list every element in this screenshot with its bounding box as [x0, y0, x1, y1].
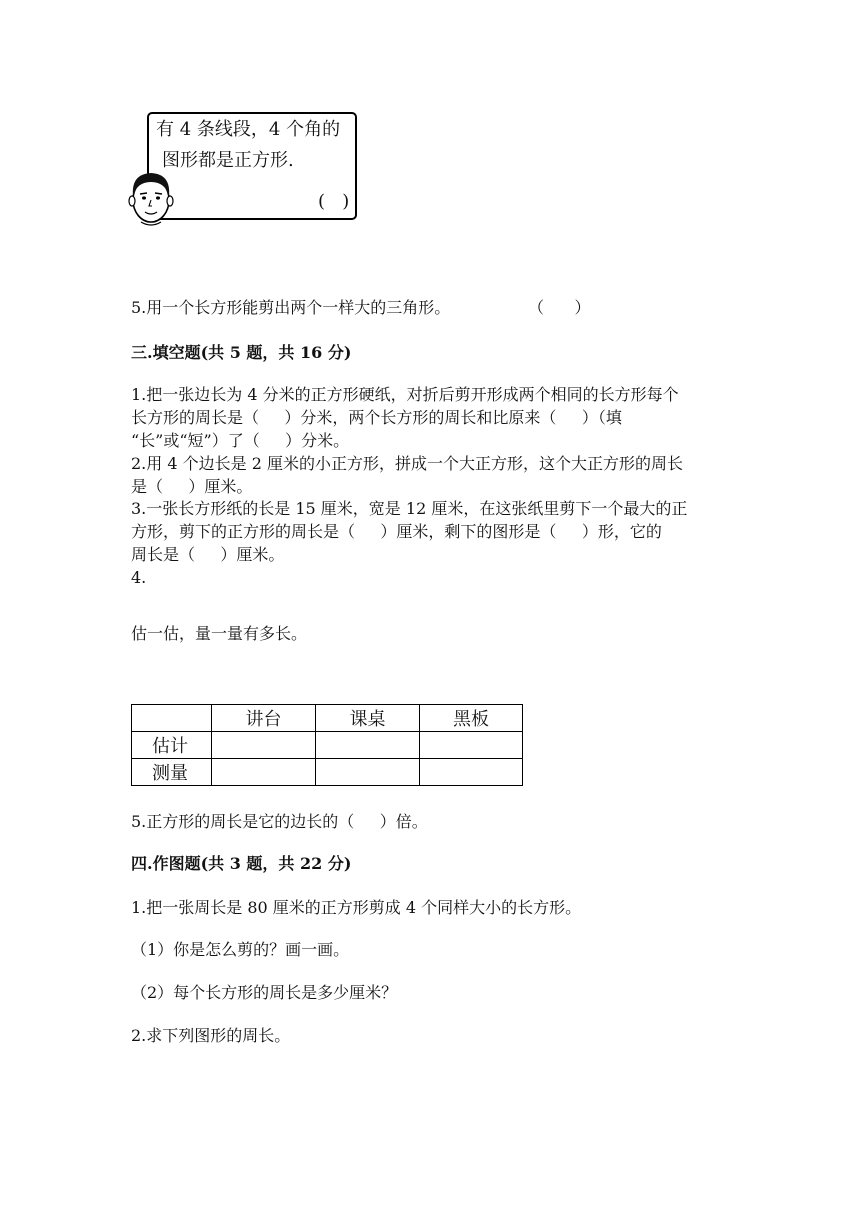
table-cell	[212, 732, 316, 759]
s3-q2-line2: 是（ ）厘米。	[131, 477, 253, 496]
table-cell	[420, 732, 523, 759]
section-3-heading: 三.填空题(共 5 题，共 16 分)	[131, 343, 352, 362]
table-cell	[316, 732, 420, 759]
table-header-cell: 讲台	[212, 705, 316, 732]
section-4-heading: 四.作图题(共 3 题，共 22 分)	[131, 854, 352, 873]
table-cell	[212, 759, 316, 786]
table-row	[132, 732, 523, 759]
table-header-cell	[132, 705, 212, 732]
s3-q3-line1: 3.一张长方形纸的长是 15 厘米，宽是 12 厘米，在这张纸里剪下一个最大的正	[131, 499, 688, 518]
s4-q1: 1.把一张周长是 80 厘米的正方形剪成 4 个同样大小的长方形。	[131, 898, 582, 917]
s3-q5: 5.正方形的周长是它的边长的（ ）倍。	[131, 812, 428, 831]
bubble-text-line1: 有 4 条线段，4 个角的	[156, 119, 341, 140]
table-header-cell: 课桌	[316, 705, 420, 732]
table-row-label: 估计	[132, 732, 212, 759]
table-row-label: 测量	[132, 759, 212, 786]
table-row	[132, 759, 523, 786]
cartoon-boy-icon	[127, 168, 175, 228]
s4-q2: 2.求下列图形的周长。	[131, 1026, 291, 1045]
question-5-judge: 5.用一个长方形能剪出两个一样大的三角形。	[131, 298, 451, 317]
table-cell	[420, 759, 523, 786]
bubble-text-line2: 图形都是正方形.	[162, 150, 294, 171]
table-header-row	[132, 705, 523, 732]
s3-q4-number: 4.	[131, 568, 147, 587]
s3-q1-line1: 1.把一张边长为 4 分米的正方形硬纸，对折后剪开形成两个相同的长方形每个	[131, 385, 679, 404]
table-header-cell: 黑板	[420, 705, 523, 732]
s4-q1-sub1: （1）你是怎么剪的？画一画。	[131, 940, 350, 959]
s3-q3-line2: 方形，剪下的正方形的周长是（ ）厘米，剩下的图形是（ ）形，它的	[131, 522, 662, 541]
s4-q1-sub2: （2）每个长方形的周长是多少厘米？	[131, 983, 398, 1002]
table-cell	[316, 759, 420, 786]
s3-q1-line3: “长”或“短”）了（ ）分米。	[131, 431, 350, 450]
estimate-measure-table	[131, 704, 523, 786]
s3-q3-line3: 周长是（ ）厘米。	[131, 545, 285, 564]
question-5-parentheses: （ ）	[528, 298, 591, 317]
s3-q4-instruction: 估一估，量一量有多长。	[131, 624, 308, 643]
s3-q1-line2: 长方形的周长是（ ）分米，两个长方形的周长和比原来（ ）（填	[131, 408, 622, 427]
bubble-answer-parentheses: ( )	[318, 191, 350, 212]
s3-q2-line1: 2.用 4 个边长是 2 厘米的小正方形，拼成一个大正方形，这个大正方形的周长	[131, 454, 683, 473]
